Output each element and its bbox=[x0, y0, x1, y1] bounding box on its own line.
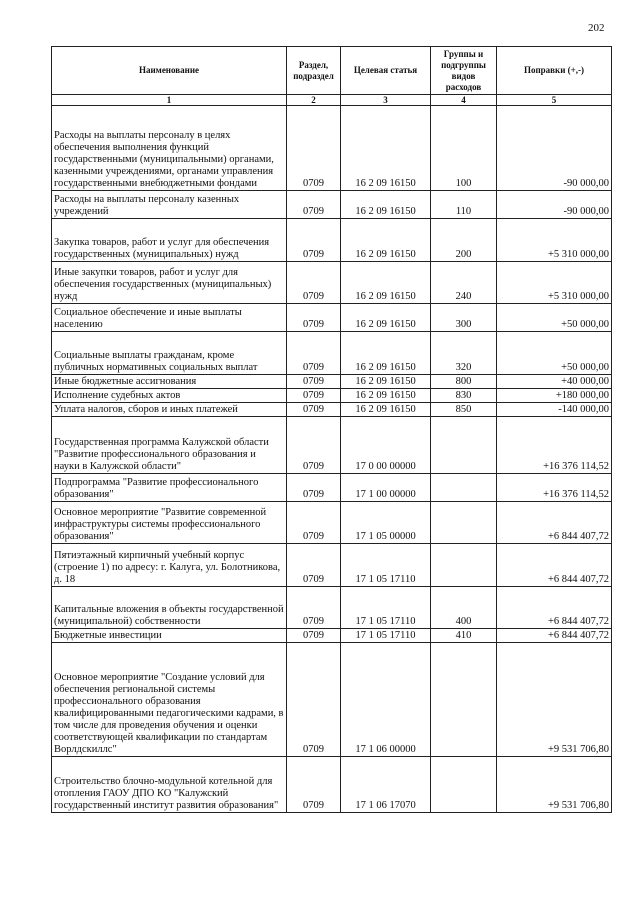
row-group: 850 bbox=[431, 403, 497, 417]
row-target: 16 2 09 16150 bbox=[341, 304, 431, 332]
row-name: Социальные выплаты гражданам, кроме публичных нормативных социальных выплат bbox=[52, 332, 287, 375]
table-row bbox=[52, 219, 612, 262]
table-row bbox=[52, 191, 612, 219]
row-target: 17 1 06 17070 bbox=[341, 757, 431, 813]
row-target: 16 2 09 16150 bbox=[341, 332, 431, 375]
row-name: Государственная программа Калужской области "Развитие профессионального образования и науки в Калужской области" bbox=[52, 417, 287, 474]
row-amount: +6 844 407,72 bbox=[497, 629, 612, 643]
row-group bbox=[431, 502, 497, 544]
table-row bbox=[52, 304, 612, 332]
row-group bbox=[431, 417, 497, 474]
column-numbers-row bbox=[52, 95, 612, 106]
row-group: 200 bbox=[431, 219, 497, 262]
row-group: 320 bbox=[431, 332, 497, 375]
table-row bbox=[52, 262, 612, 304]
row-amount: -90 000,00 bbox=[497, 106, 612, 191]
row-section: 0709 bbox=[287, 219, 341, 262]
row-group: 400 bbox=[431, 587, 497, 629]
header-target: Целевая статья bbox=[341, 47, 431, 95]
row-group: 240 bbox=[431, 262, 497, 304]
row-target: 17 1 05 17110 bbox=[341, 544, 431, 587]
row-name: Капитальные вложения в объекты государственной (муниципальной) собственности bbox=[52, 587, 287, 629]
row-amount: -140 000,00 bbox=[497, 403, 612, 417]
row-group bbox=[431, 643, 497, 757]
row-target: 17 1 05 00000 bbox=[341, 502, 431, 544]
row-section: 0709 bbox=[287, 304, 341, 332]
row-section: 0709 bbox=[287, 332, 341, 375]
row-target: 16 2 09 16150 bbox=[341, 403, 431, 417]
row-name: Основное мероприятие "Развитие современной инфраструктуры системы профессионального образования" bbox=[52, 502, 287, 544]
row-target: 16 2 09 16150 bbox=[341, 375, 431, 389]
row-section: 0709 bbox=[287, 417, 341, 474]
table-row bbox=[52, 106, 612, 191]
row-name: Иные бюджетные ассигнования bbox=[52, 375, 287, 389]
row-name: Закупка товаров, работ и услуг для обеспечения государственных (муниципальных) нужд bbox=[52, 219, 287, 262]
column-number: 3 bbox=[341, 95, 431, 106]
row-name: Подпрограмма "Развитие профессионального образования" bbox=[52, 474, 287, 502]
row-target: 17 1 06 00000 bbox=[341, 643, 431, 757]
table-header-row bbox=[52, 47, 612, 95]
row-target: 16 2 09 16150 bbox=[341, 389, 431, 403]
table-row bbox=[52, 587, 612, 629]
row-target: 17 1 00 00000 bbox=[341, 474, 431, 502]
row-section: 0709 bbox=[287, 643, 341, 757]
row-amount: +180 000,00 bbox=[497, 389, 612, 403]
page-number: 202 bbox=[588, 22, 605, 34]
header-name: Наименование bbox=[52, 47, 287, 95]
budget-amendments-table bbox=[51, 46, 612, 813]
table-row bbox=[52, 474, 612, 502]
row-amount: +6 844 407,72 bbox=[497, 502, 612, 544]
row-name: Социальное обеспечение и иные выплаты населению bbox=[52, 304, 287, 332]
row-group: 100 bbox=[431, 106, 497, 191]
row-amount: +50 000,00 bbox=[497, 304, 612, 332]
row-amount: +50 000,00 bbox=[497, 332, 612, 375]
row-group bbox=[431, 544, 497, 587]
row-amount: +16 376 114,52 bbox=[497, 417, 612, 474]
row-section: 0709 bbox=[287, 375, 341, 389]
row-section: 0709 bbox=[287, 502, 341, 544]
row-name: Расходы на выплаты персоналу казенных учреждений bbox=[52, 191, 287, 219]
table-row bbox=[52, 375, 612, 389]
column-number: 5 bbox=[497, 95, 612, 106]
table-row bbox=[52, 544, 612, 587]
header-section: Раздел, подраздел bbox=[287, 47, 341, 95]
row-amount: -90 000,00 bbox=[497, 191, 612, 219]
row-section: 0709 bbox=[287, 544, 341, 587]
table-row bbox=[52, 757, 612, 813]
row-section: 0709 bbox=[287, 474, 341, 502]
row-name: Иные закупки товаров, работ и услуг для обеспечения государственных (муниципальных) нужд bbox=[52, 262, 287, 304]
row-group bbox=[431, 474, 497, 502]
row-group: 830 bbox=[431, 389, 497, 403]
row-section: 0709 bbox=[287, 629, 341, 643]
row-section: 0709 bbox=[287, 191, 341, 219]
row-name: Основное мероприятие "Создание условий для обеспечения региональной системы профессионального образования квалифицированными педагогическими кадрами, в том числе для проведения обучения и оценки соответствующей квалификации по стандартам Ворлдскиллс" bbox=[52, 643, 287, 757]
row-target: 17 0 00 00000 bbox=[341, 417, 431, 474]
row-target: 16 2 09 16150 bbox=[341, 219, 431, 262]
row-target: 16 2 09 16150 bbox=[341, 191, 431, 219]
row-name: Исполнение судебных актов bbox=[52, 389, 287, 403]
row-section: 0709 bbox=[287, 389, 341, 403]
row-name: Расходы на выплаты персоналу в целях обеспечения выполнения функций государственными (муниципальными) органами, казенными учреждениями, органами управления государственными внебюджетными фондами bbox=[52, 106, 287, 191]
row-target: 17 1 05 17110 bbox=[341, 629, 431, 643]
row-amount: +40 000,00 bbox=[497, 375, 612, 389]
table-row bbox=[52, 629, 612, 643]
row-group bbox=[431, 757, 497, 813]
table-row bbox=[52, 643, 612, 757]
table-row bbox=[52, 417, 612, 474]
row-section: 0709 bbox=[287, 757, 341, 813]
row-section: 0709 bbox=[287, 587, 341, 629]
row-target: 17 1 05 17110 bbox=[341, 587, 431, 629]
row-section: 0709 bbox=[287, 262, 341, 304]
row-amount: +6 844 407,72 bbox=[497, 544, 612, 587]
row-name: Пятиэтажный кирпичный учебный корпус (строение 1) по адресу: г. Калуга, ул. Болотникова, д. 18 bbox=[52, 544, 287, 587]
header-amount: Поправки (+,-) bbox=[497, 47, 612, 95]
row-section: 0709 bbox=[287, 403, 341, 417]
row-amount: +9 531 706,80 bbox=[497, 757, 612, 813]
row-name: Строительство блочно-модульной котельной для отопления ГАОУ ДПО КО "Калужский государственный институт развития образования" bbox=[52, 757, 287, 813]
row-amount: +6 844 407,72 bbox=[497, 587, 612, 629]
table-row bbox=[52, 389, 612, 403]
row-amount: +5 310 000,00 bbox=[497, 262, 612, 304]
header-groups: Группы и подгруппы видов расходов bbox=[431, 47, 497, 95]
row-name: Уплата налогов, сборов и иных платежей bbox=[52, 403, 287, 417]
row-target: 16 2 09 16150 bbox=[341, 262, 431, 304]
column-number: 1 bbox=[52, 95, 287, 106]
column-number: 4 bbox=[431, 95, 497, 106]
row-group: 110 bbox=[431, 191, 497, 219]
row-group: 800 bbox=[431, 375, 497, 389]
row-group: 410 bbox=[431, 629, 497, 643]
row-section: 0709 bbox=[287, 106, 341, 191]
row-amount: +5 310 000,00 bbox=[497, 219, 612, 262]
table-row bbox=[52, 502, 612, 544]
row-amount: +9 531 706,80 bbox=[497, 643, 612, 757]
row-group: 300 bbox=[431, 304, 497, 332]
row-amount: +16 376 114,52 bbox=[497, 474, 612, 502]
table-row bbox=[52, 403, 612, 417]
row-target: 16 2 09 16150 bbox=[341, 106, 431, 191]
column-number: 2 bbox=[287, 95, 341, 106]
table-row bbox=[52, 332, 612, 375]
row-name: Бюджетные инвестиции bbox=[52, 629, 287, 643]
